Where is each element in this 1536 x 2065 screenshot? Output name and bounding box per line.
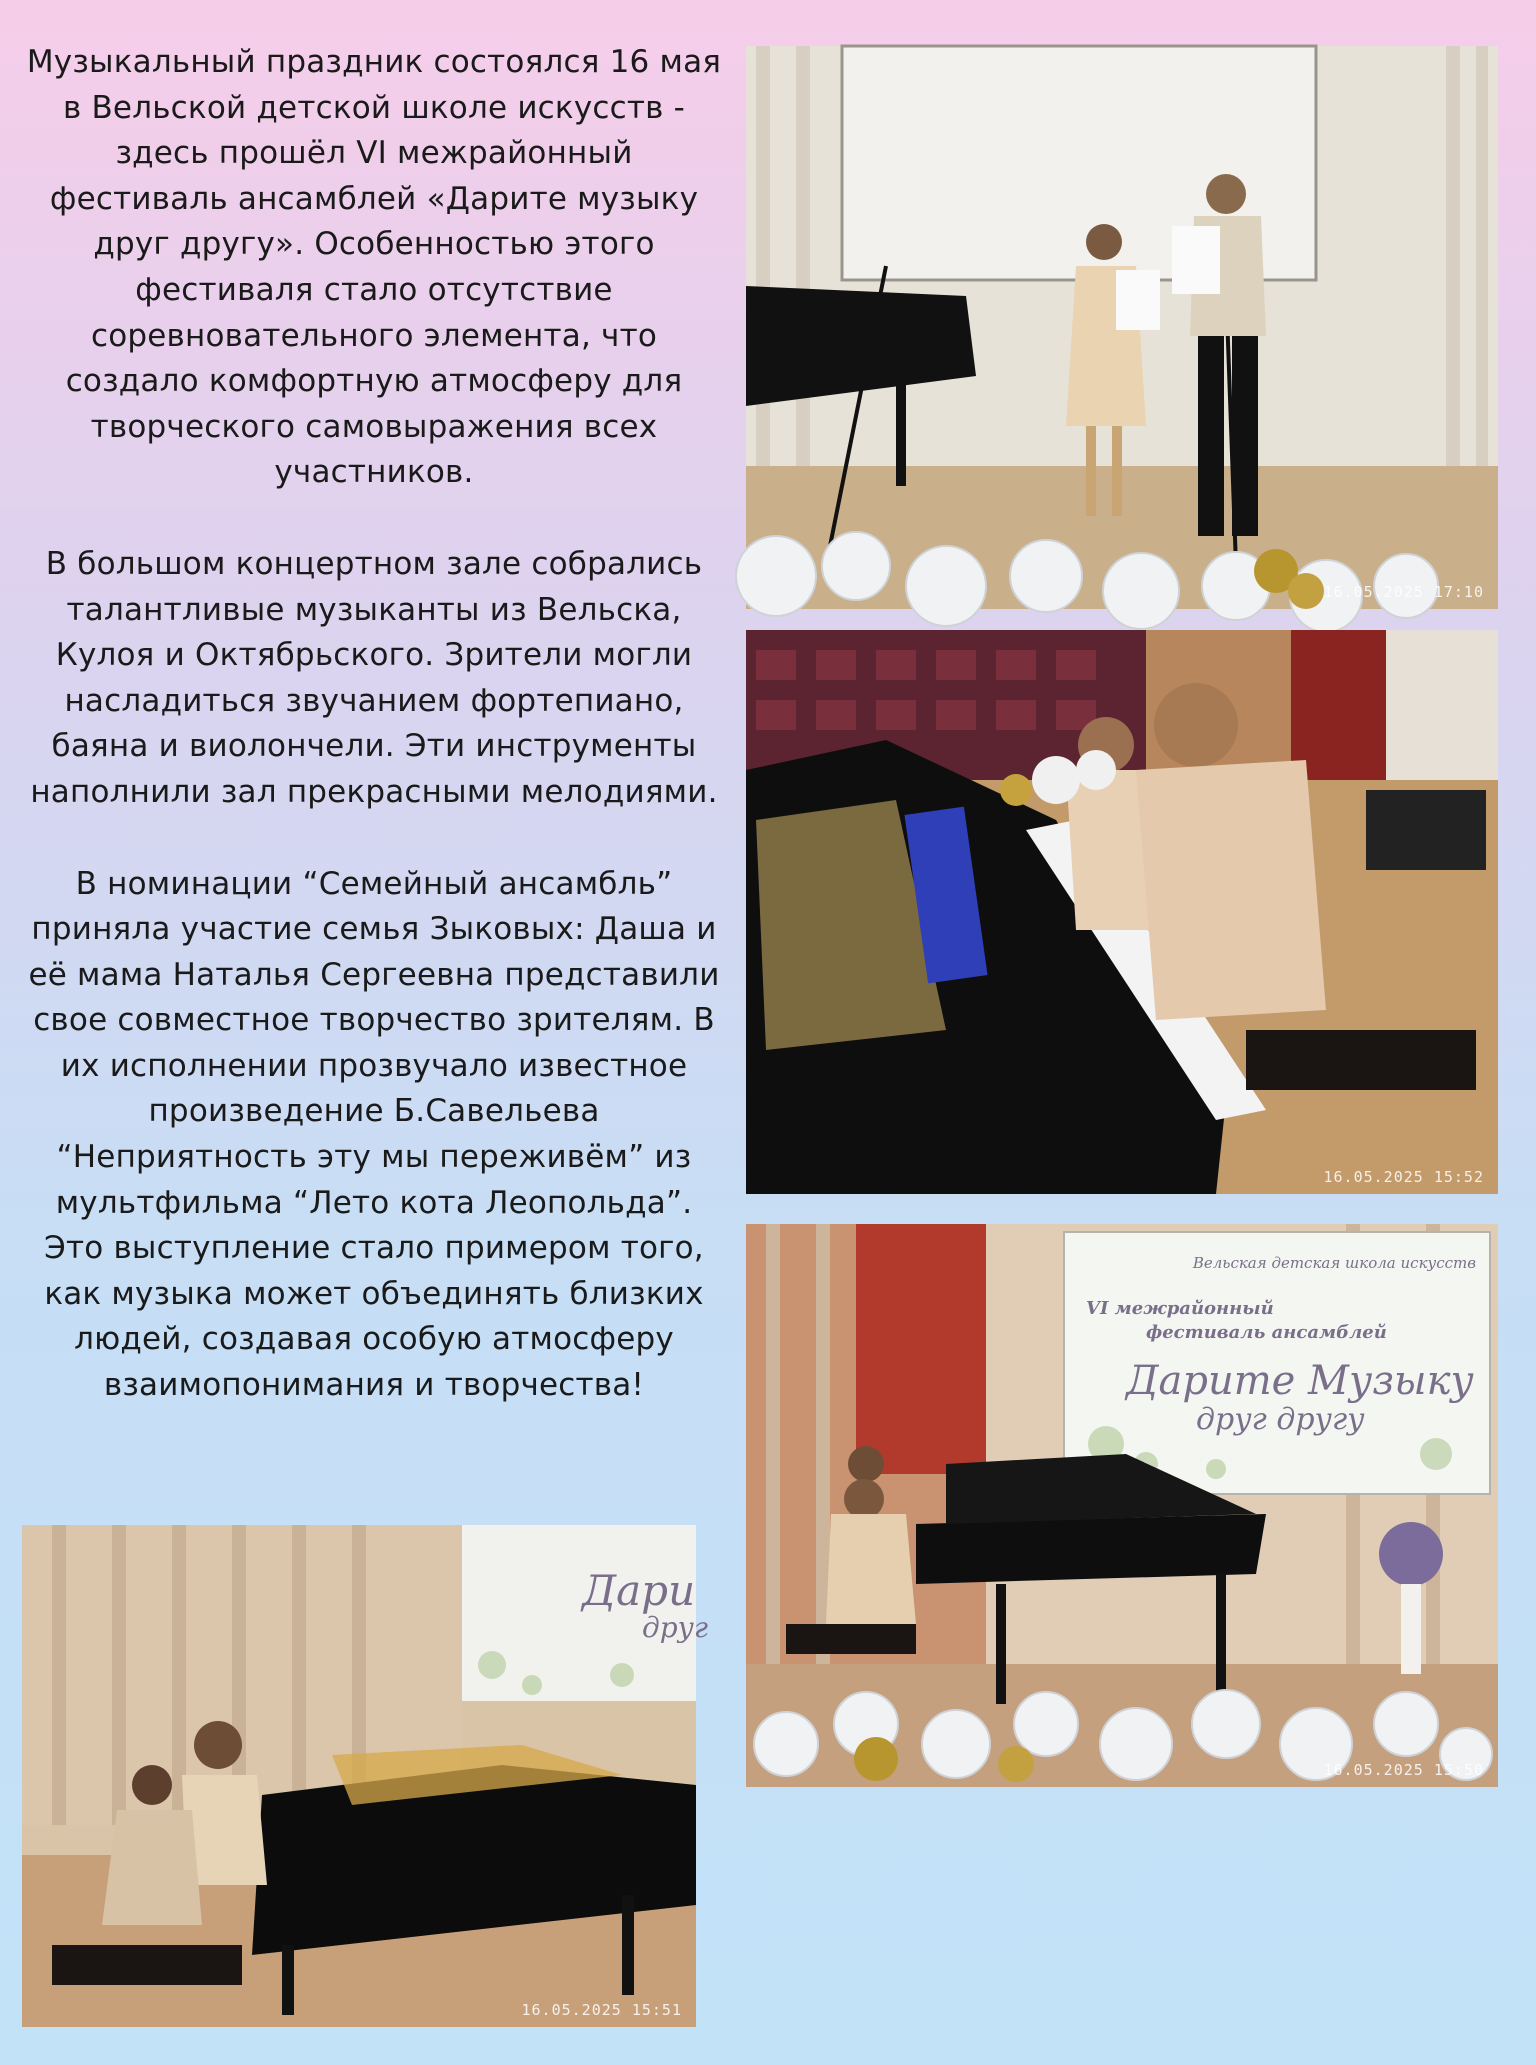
photo-timestamp: 16.05.2025 15:50 <box>1323 1761 1484 1779</box>
banner-slogan2-text: друг <box>642 1611 709 1644</box>
banner-school-text: Вельская детская школа искусств <box>1192 1254 1476 1272</box>
banner-line2-text: фестиваль ансамблей <box>1146 1322 1387 1343</box>
photo-timestamp: 16.05.2025 17:10 <box>1323 583 1484 601</box>
stage-banner-photo-image <box>746 1224 1498 1787</box>
banner-slogan1-text: Дарите Музыку <box>1126 1358 1474 1404</box>
award-photo <box>746 46 1498 609</box>
banner-slogan2-text: друг другу <box>1196 1402 1365 1437</box>
piano-closeup-photo <box>746 630 1498 1194</box>
photo-timestamp: 16.05.2025 15:52 <box>1323 1168 1484 1186</box>
piano-closeup-photo-image <box>746 630 1498 1194</box>
article-paragraph: Музыкальный праздник состоялся 16 мая в Вельской детской школе искусств - здесь прошёл VI межрайонный фестиваль ансамблей «Дарите музыку друг другу». Особенностью этого фестиваля стало отсутствие соревновательного элемента, что создало комфортную атмосферу для творческого самовыражения всех участников. <box>26 44 722 491</box>
banner-line1-text: VI межрайонный <box>1086 1298 1274 1319</box>
banner-slogan1-text: Дари <box>582 1566 696 1615</box>
grand-piano-photo <box>22 1525 709 2027</box>
photo-timestamp: 16.05.2025 15:51 <box>521 2001 682 2019</box>
article-paragraph: В номинации “Семейный ансамбль” приняла участие семья Зыковых: Даша и её мама Наталья Сергеевна представили свое совместное творчество зрителям. В их исполнении прозвучало известное произведение Б.Савельева “Неприятность эту мы переживём” из мультфильма “Лето кота Леопольда”. Это выступление стало примером того, как музыка может объединять близких людей, создавая особую атмосферу взаимопонимания и творчества! <box>28 865 720 1404</box>
article-paragraph: В большом концертном зале собрались талантливые музыканты из Вельска, Кулоя и Октябрьского. Зрители могли насладиться звучанием фортепиано, баяна и виолончели. Эти инструменты наполнили зал прекрасными мелодиями. <box>30 545 718 810</box>
article-text <box>22 40 726 1455</box>
stage-banner-photo <box>746 1224 1498 1787</box>
grand-piano-photo-image <box>22 1525 709 2027</box>
award-photo-image <box>746 46 1498 609</box>
